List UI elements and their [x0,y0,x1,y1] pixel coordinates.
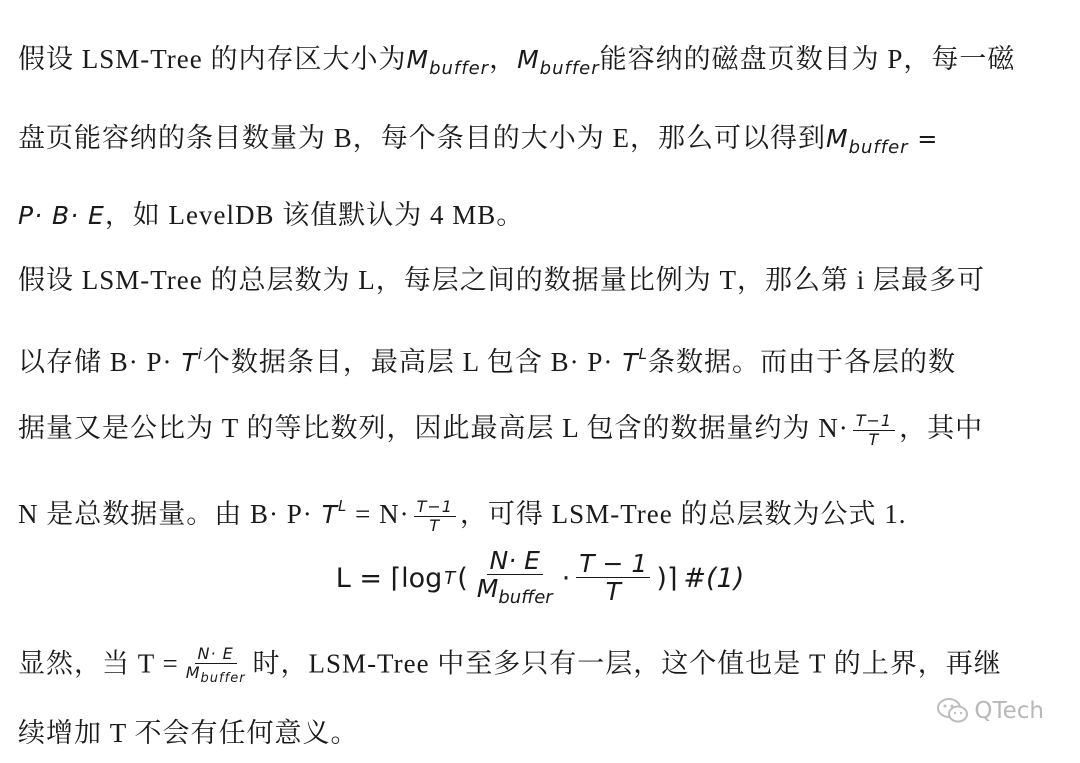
text: ，可得 LSM-Tree 的总层数为公式 1. [459,499,907,529]
text: 条数据。而由于各层的数 [648,347,957,377]
text: 以存储 B· P· [18,347,173,377]
log-base: T [444,567,456,589]
p2-line3 [18,411,1056,449]
watermark [936,697,1044,725]
p2-line1: 假设 LSM-Tree 的总层数为 L，每层之间的数据量比例为 T，那么第 i 层最多可 [18,265,985,295]
paren: )⌉ [656,562,678,594]
wechat-icon [936,697,970,725]
text: 时，LSM-Tree 中至多只有一层，这个值也是 T 的上界，再继 [252,648,1002,679]
dot: · [561,562,571,594]
p3-line1 [18,646,1056,686]
text: 假设 LSM-Tree 的内存区大小为 [18,44,407,74]
math-m-buffer: $M_{buffer}$ [826,124,909,158]
text: = [908,125,939,153]
math-t-power: $T^i$ [181,345,203,377]
fraction: $\frac{N\cdot E}{M_{buffer}}$ [476,546,553,609]
fraction: $\frac{N\cdot E}{M_{buffer}}$ [185,644,246,686]
text: 据量又是公比为 T 的等比数列，因此最高层 L 包含的数据量约为 N· [18,413,849,443]
math-t-power: $T^L$ [321,497,348,529]
formula-1 [0,548,1080,608]
formula-lhs: L = ⌈log [335,562,443,594]
text: 盘页能容纳的条目数量为 B，每个条目的大小为 E，那么可以得到 [18,123,827,153]
text: ，其中 [899,413,984,443]
p2-line2 [18,337,1056,380]
text: ，如 LevelDB 该值默认为 4 MB。 [104,200,525,230]
watermark-text: QTech [974,698,1044,724]
text: 显然，当 T = [18,648,179,679]
text: 个数据条目，最高层 L 包含 B· P· [202,347,614,377]
p1-line3 [18,198,1056,233]
text: N 是总数据量。由 B· P· [18,499,313,529]
p2-line4 [18,489,1056,535]
math-t-power: $T^L$ [622,345,649,377]
math-expression: P· B· E [18,201,105,230]
fraction: $\frac{T - 1}{T}$ [576,551,650,606]
equation-number: #(1) [683,562,745,594]
math-m-buffer: $M_{buffer}$ [406,45,490,79]
text: ， [489,44,518,74]
p3-line2: 续增加 T 不会有任何意义。 [18,718,359,748]
text: 能容纳的磁盘页数目为 P，每一磁 [599,44,1016,74]
fraction: $\frac{T-1}{T}$ [414,499,456,534]
p1-line2 [18,121,1056,165]
fraction: $\frac{T-1}{T}$ [853,413,895,448]
text: = N· [347,499,410,529]
math-m-buffer: $M_{buffer}$ [517,45,600,79]
paren: ( [457,562,468,594]
p1-line1 [18,42,1056,86]
